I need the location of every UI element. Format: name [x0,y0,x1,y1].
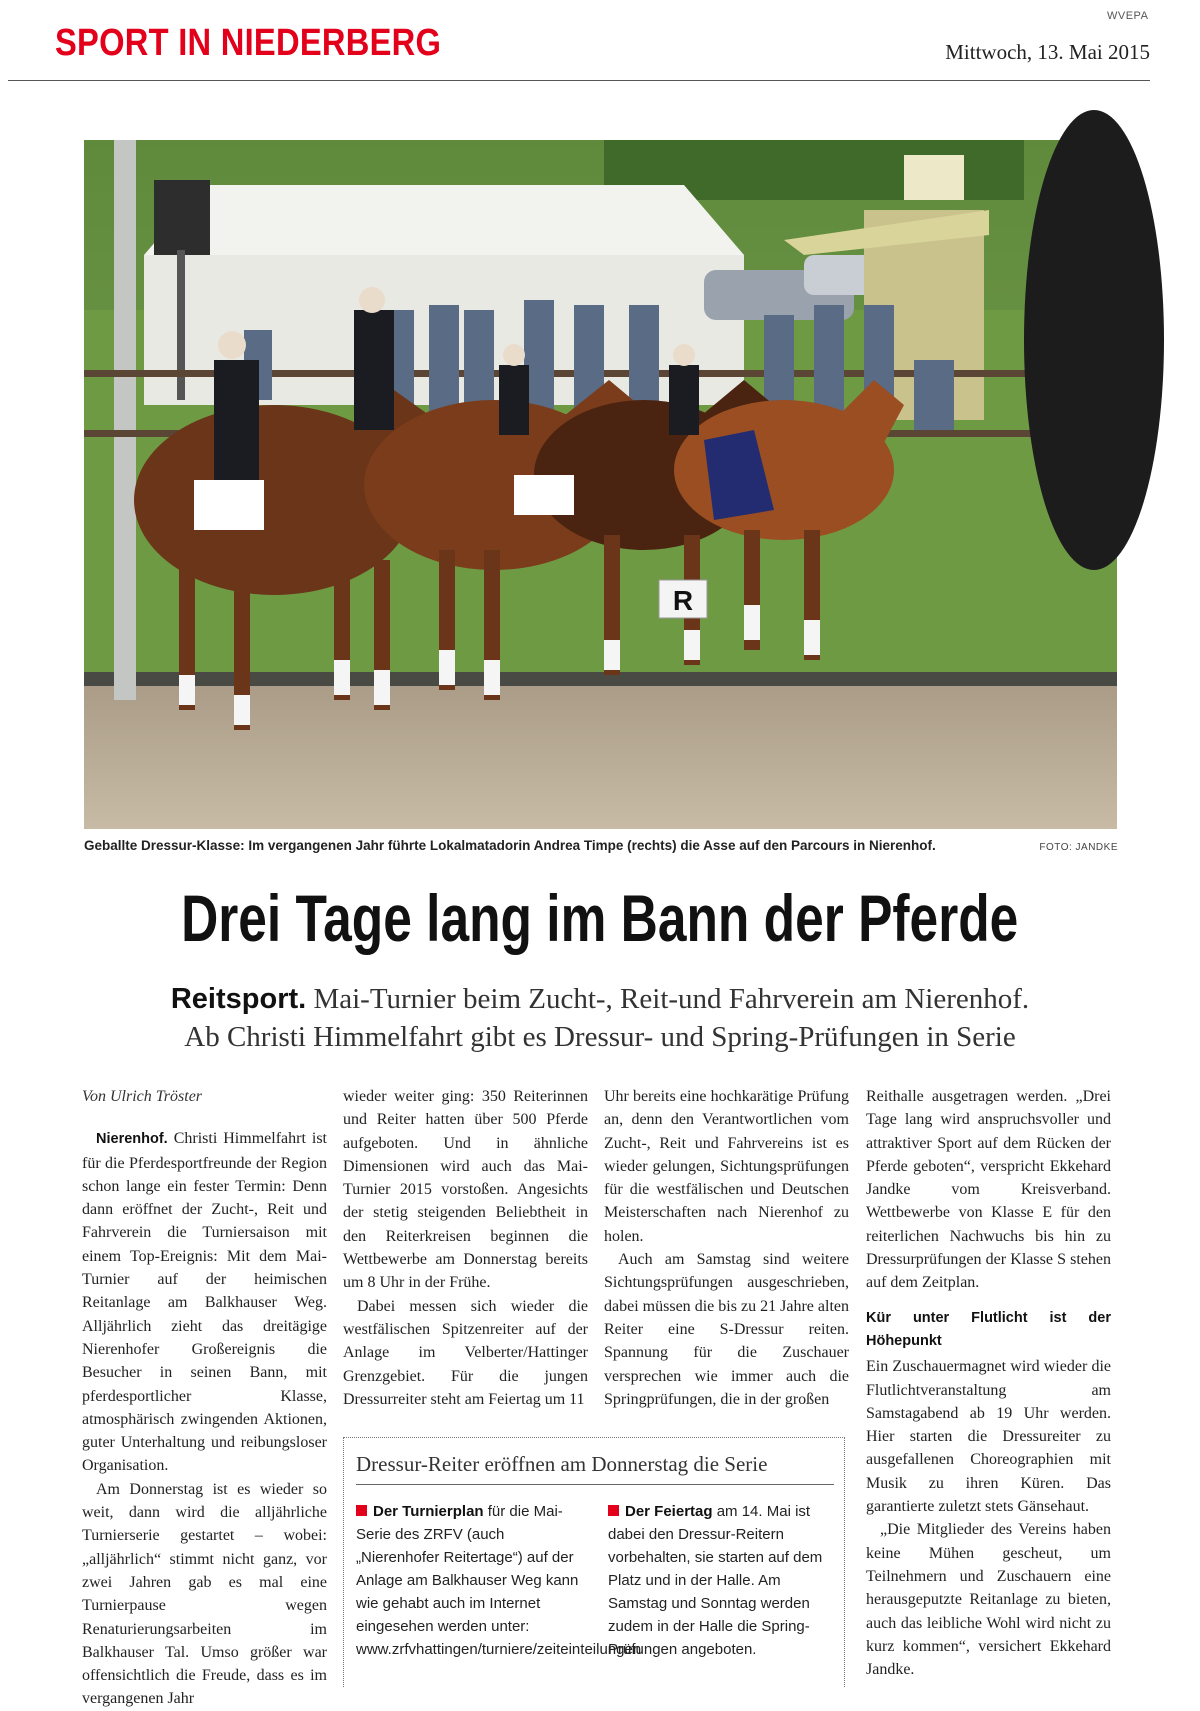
info-box-item-1-text: für die Mai-Serie des ZRFV (auch „Nierenhofer Reitertage“) auf der Anlage am Balkhauser Weg kann wie gehabt auch im Internet eingesehen werden unter: www.zrfvhattingen/turniere/zeiteinteilungen [356,1503,642,1658]
arena-letter: R [672,585,694,616]
info-box-item-schedule [356,1500,642,1661]
info-box-item-holiday [608,1500,840,1661]
article-column-1 [82,1085,327,1711]
article-paragraph-9: „Die Mitglieder des Vereins haben keine Mühen gescheut, um Teilnehmern und Zuschauern eine herausgeputzte Reitanlage zu bieten, auch das leibliche Wohl wird nicht zu kurz kommen“, versichert Ekkehard Jandke. [866,1521,1111,1679]
masthead-rule [8,80,1150,81]
article-paragraph-6: Auch am Samstag sind weitere Sichtungsprüfungen ausgeschrieben, dabei müssen die bis zu 21 Jahre alten Reiter eine S-Dressur reiten. Spannung für die Zuschauer versprechen wie immer auch die Springprüfungen, die in der großen [604,1251,849,1408]
bullet-square-icon [608,1505,619,1516]
deck [0,980,1200,1056]
issue-date: Mittwoch, 13. Mai 2015 [945,40,1150,64]
article-paragraph-5: Uhr bereits eine hochkarätige Prüfung an, denn den Verantwortlichen vom Zucht-, Reit und Fahrvereins ist es wieder gelungen, Sichtungsprüfungen für die westfälischen und Deutschen Meisterschaften nach Nierenhof zu holen. [604,1088,849,1245]
headline-text: Drei Tage lang im Bann der Pferde [181,881,1019,955]
info-box-item-1-lead: Der Turnierplan [373,1503,484,1520]
source-tag: WVEPA [1107,10,1149,22]
info-box-rule [356,1484,834,1485]
dressage-photo-illustration [84,140,1117,829]
photo-caption: Geballte Dressur-Klasse: Im vergangenen Jahr führte Lokalmatadorin Andrea Timpe (rechts) die Asse auf den Parcours in Nierenhof. [84,838,936,853]
info-box-title: Dressur-Reiter eröffnen am Donnerstag die Serie [356,1452,768,1476]
article-column-3 [604,1085,849,1411]
info-box-item-2-lead: Der Feiertag [625,1503,713,1520]
article-paragraph-4: Dabei messen sich wieder die westfälischen Spitzenreiter auf der Anlage im Velberter/Hattinger Grenzgebiet. Für die jungen Dressurreiter steht am Feiertag um 11 [343,1297,588,1408]
article-paragraph-3: wieder weiter ging: 350 Reiterinnen und Reiter hatten über 500 Pferde aufgeboten. Und in ähnliche Dimensionen wird auch das Mai-Turnier 2015 vorstoßen. Angesichts der stetig steigenden Beliebtheit in den Reiterkreisen beginnen die Wettbewerbe am Donnerstag bereits um 8 Uhr in der Frühe. [343,1088,588,1292]
info-box [343,1437,845,1687]
article-column-4 [866,1085,1111,1681]
byline: Von Ulrich Tröster [82,1088,203,1105]
article-paragraph-8: Ein Zuschauermagnet wird wieder die Flutlichtveranstaltung am Samstagabend ab 19 Uhr werden. Hier starten die Dressureiter zu ausgefallenen Choreographien mit Musik zu ihren Küren. Das garantierte zuletzt stets Gänsehaut. [866,1358,1111,1516]
article-paragraph-7: Reithalle ausgetragen werden. „Drei Tage lang wird anspruchsvoller und attraktiver Sport auf dem Rücken der Pferde geboten“, verspricht Ekkehard Jandke vom Kreisverband. Wettbewerbe von Klasse E für den reiterlichen Nachwuchs bis hin zu Dressurprüfungen der Klasse S stehen auf dem Zeitplan. [866,1088,1111,1292]
deck-line-2: Ab Christi Himmelfahrt gibt es Dressur- und Spring-Prüfungen in Serie [184,1021,1016,1053]
dressage-photo [84,140,1117,829]
bullet-square-icon [356,1505,367,1516]
article-paragraph-1-text: Christi Himmelfahrt ist für die Pferdesportfreunde der Region schon lange ein fester Termin: Denn dann eröffnet der Zucht-, Reit und Fahrverein die Turniersaison mit einem Top-Ereignis: Mit dem Mai-Turnier auf der heimischen Reitanlage am Balkhauser Weg. Alljährlich zieht das dreitägige Nierenhofer Großereignis die Besucher in seinen Bann, mit pferdesportlicher Klasse, atmosphärisch zwingenden Aktionen, guter Unterhaltung und reibungsloser Organisation. [82,1130,328,1475]
section-title: SPORT IN NIEDERBERG [55,22,442,64]
deck-line-1-text: Mai-Turnier beim Zucht-, Reit-und Fahrverein am Nierenhof. [313,983,1030,1015]
dateline: Nierenhof. [96,1131,168,1148]
info-box-item-2-text: am 14. Mai ist dabei den Dressur-Reitern vorbehalten, sie starten auf dem Platz und in der Halle. Am Samstag und Sonntag werden zudem in der Halle die Spring-Prüfungen angeboten. [608,1503,823,1658]
deck-line-1 [0,980,1200,1018]
article-paragraph-1 [82,1127,327,1477]
article-paragraph-2: Am Donnerstag ist es wieder so weit, dann wird die alljährliche Turnierserie gestartet – wobei: „alljährlich“ stimmt nicht ganz, vor zwei Jahren gab es mal eine Turnierpause wegen Renaturierungsarbeiten im Balkhauser Tal. Umso größer war offensichtlich die Freude, dass es im vergangenen Jahr [82,1480,327,1708]
article-subhead: Kür unter Flutlicht ist der Höhepunkt [866,1309,1111,1349]
deck-kicker: Reitsport. [170,983,307,1015]
article-column-2 [343,1085,588,1411]
headline [0,880,1200,956]
photo-credit: FOTO: JANDKE [1039,842,1118,853]
